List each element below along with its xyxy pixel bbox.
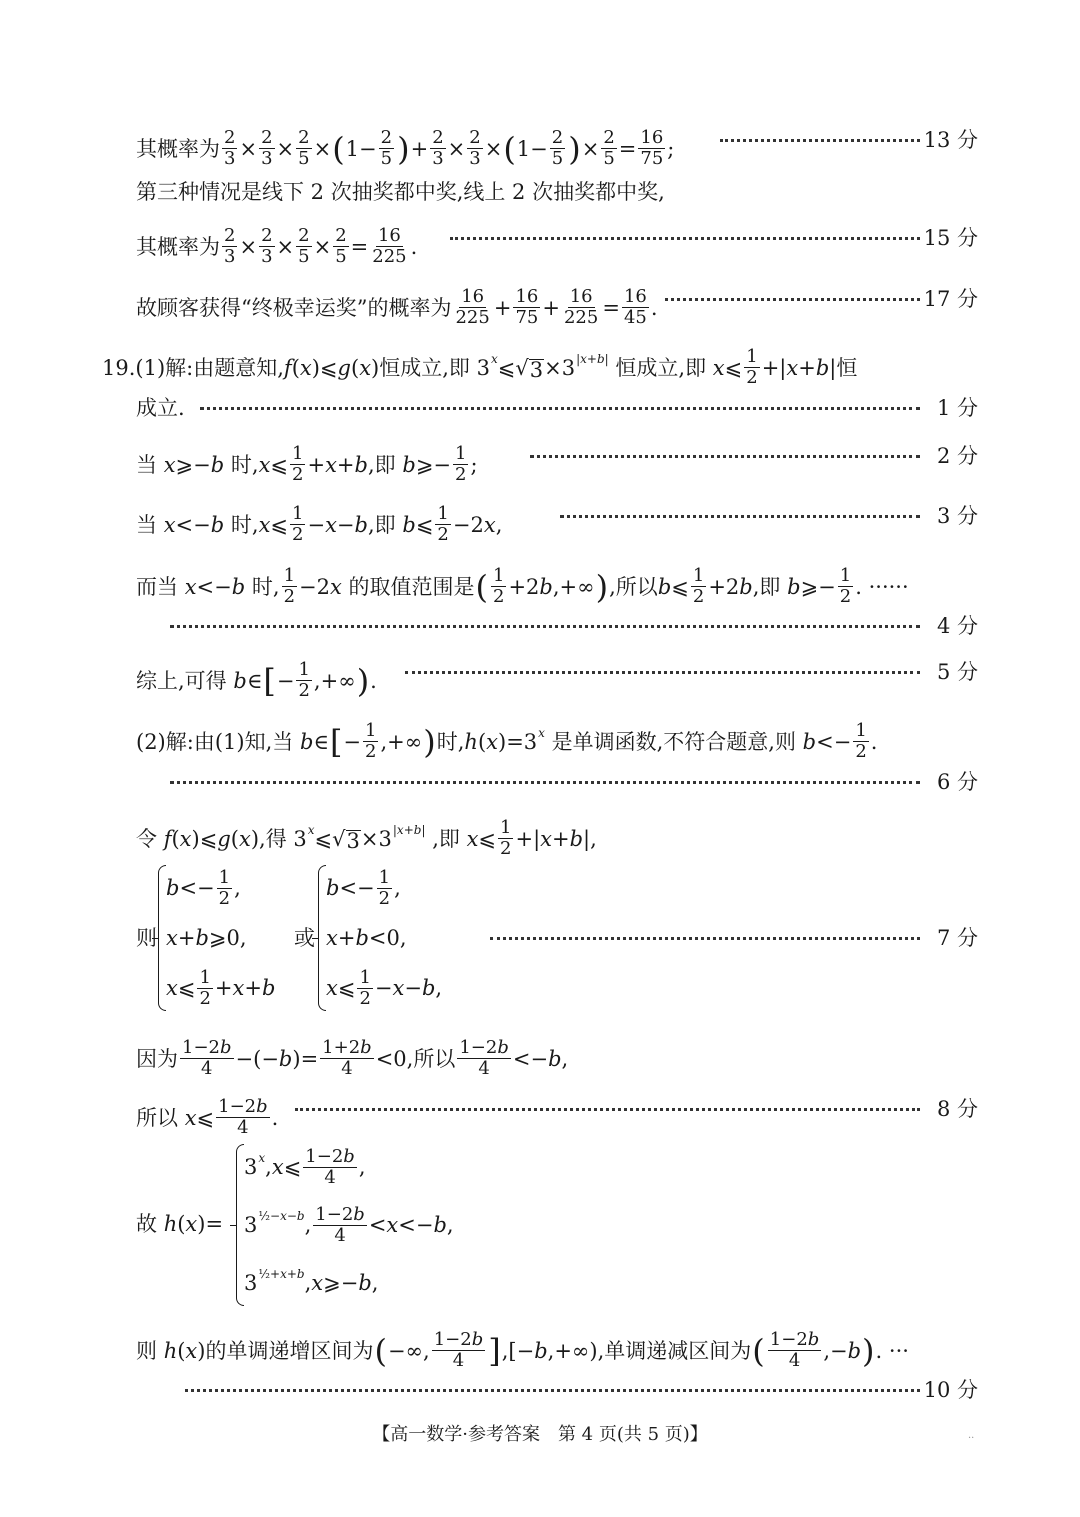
- score-10: 10 分: [923, 1378, 978, 1402]
- score-6: 6 分: [936, 770, 978, 794]
- score-4: 4 分: [936, 614, 978, 638]
- score-1: 1 分: [936, 396, 978, 420]
- prob-prefix: 其概率为: [136, 234, 220, 259]
- corner-mark: ··: [968, 1433, 975, 1444]
- system-left: b <− $\frac{1}{2}$ , x + b ⩾0, x ⩽ $\frac{1}{2}$ + x + b: [152, 863, 275, 1013]
- score-13: 13 分: [923, 128, 978, 152]
- score-7: 7 分: [936, 926, 978, 950]
- score-2: 2 分: [936, 444, 978, 468]
- system-right: b <− $\frac{1}{2}$ , x + b <0, x ⩽ $\frac{1}{2}$ − x − b ,: [312, 863, 442, 1013]
- question-number: 19.: [102, 355, 136, 380]
- score-5: 5 分: [936, 660, 978, 684]
- prob-prefix: 其概率为: [136, 136, 220, 161]
- score-15: 15 分: [923, 226, 978, 250]
- score-3: 3 分: [936, 504, 978, 528]
- page-footer: 【高一数学·参考答案 第 4 页(共 5 页)】: [372, 1424, 708, 1445]
- piecewise-h: 3 x , x ⩽ $\frac{1-2b}{4}$ , 3 ½−x−b , $\frac{1-2b}{4}$ < x <− b , 3 ½+x+b , x ⩾− b ,: [230, 1142, 454, 1308]
- case-3-text: 第三种情况是线下 2 次抽奖都中奖,线上 2 次抽奖都中奖,: [136, 180, 665, 204]
- score-17: 17 分: [923, 287, 978, 311]
- score-8: 8 分: [936, 1097, 978, 1121]
- answer-page: 其概率为 $\frac{2}{3}$ × $\frac{2}{3}$ × $\frac{2}{5}$ × ( 1− $\frac{2}{5}$ ) + $\frac{2}{3}$ × $\frac{2}{3}$ × ( 1− $\frac{2}{5}$ ) × $\frac{2}{5}$ = $\frac{16}{75}$ ; 13 分 第三种情况是线下 2 次抽奖都中奖,线上 2 次抽奖都中奖, 其概率为 $\frac{2}{3}$ × $\frac{2}{3}$ × $\frac{2}{5}$ × $\frac{2}{5}$ = $\frac{16}{225}$ . 15 分 故顾客获得“终极幸运奖”的概率为 $\frac{16}{225}$ + $\frac{16}{75}$ + $\frac{16}{225}$ = $\frac{16}{45}$ . 17 分 19. (1)解:由题意知, f ( x )⩽ g ( x ) 恒成立,即 3 x ⩽ √ 3 ×3 |x+b| 恒成立,即 x ⩽ $\frac{1}{2}$ +| x + b | 恒 成立. 1 分 当 x ⩾− b 时, x ⩽ $\frac{1}{2}$ + x + b ,即 b ⩾− $\frac{1}{2}$ ; 2 分 当 x <− b 时, x ⩽ $\frac{1}{2}$ − x − b ,即 b ⩽ $\frac{1}{2}$ −2 x , 3 分 而当 x <− b 时, $\frac{1}{2}$ −2 x 的取值范围是 ( $\frac{1}{2}$ +2 b ,+∞ ) ,所以 b ⩽ $\frac{1}{2}$ +2 b ,即 b ⩾− $\frac{1}{2}$ . ······ 4 分 综上,可得 b ∈ [ − $\frac{1}{2}$ ,+∞ ) . 5 分 (2)解:由(1)知,当 b ∈ [ − $\frac{1}{2}$ ,+∞ ) 时, h ( x )=3 x 是单调函数,不符合题意,则 b <− $\frac{1}{2}$ . 6 分 令 f ( x )⩽ g ( x ) ,得 3 x ⩽ √ 3 ×3 |x+b| ,即 x ⩽ $\frac{1}{2}$ +| x + b |, 则 或 7 分 b <− $\frac{1}{2}$ , x + b ⩾0, x ⩽ $\frac{1}{2}$ + x + b b <− $\frac{1}{2}$ , x + b <0, x ⩽ $\frac{1}{2}$ − x − b , 因为 $\frac{1-2b}{4}$ −(− b )= $\frac{1+2b}{4}$ <0 ,所以 $\frac{1-2b}{4}$ <− b , 所以 x ⩽ $\frac{1-2b}{4}$ . 8 分 故 h ( x )= 3 x , x ⩽ $\frac{1-2b}{4}$ , 3 ½−x−b , $\frac{1-2b}{4}$ < x <− b , 3 ½+x+b , x ⩾− b , 则 h ( x ) 的单调递增区间为 ( −∞, $\frac{1-2b}{4}$ ] ,[− b ,+∞), 单调递减区间为 ( $\frac{1-2b}{4}$ ,− b ) . ··· 10 分 【高一数学·参考答案 第 4 页(共 5 页)】 ··: [0, 0, 1080, 1517]
- total-prefix: 故顾客获得“终极幸运奖”的概率为: [136, 295, 452, 320]
